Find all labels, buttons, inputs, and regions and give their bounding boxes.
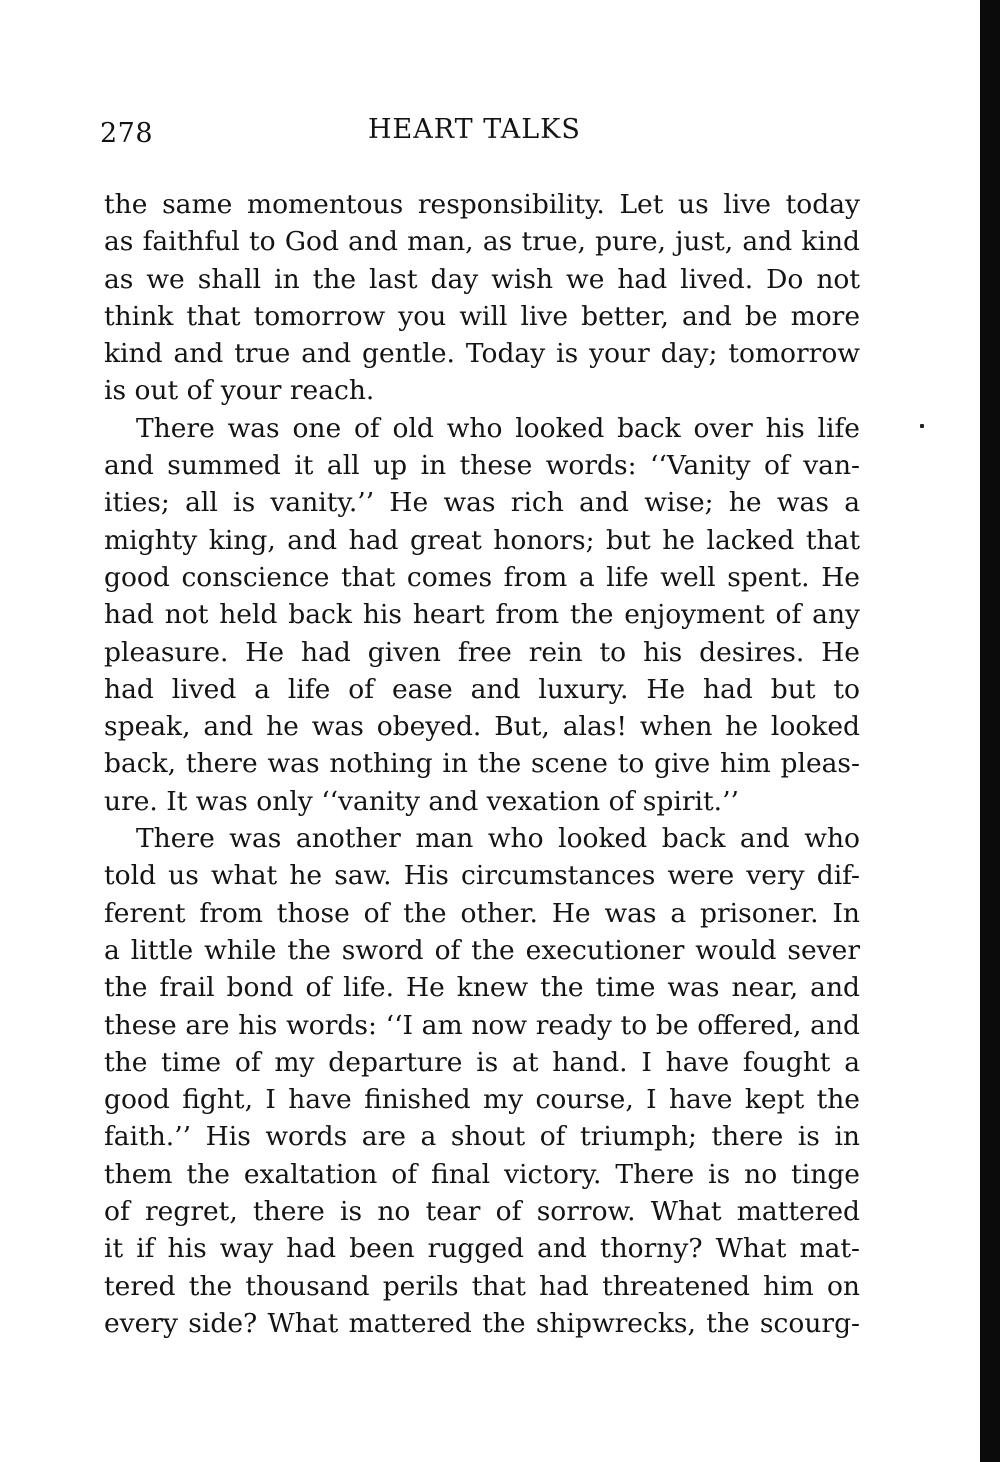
text-line: a little while the sword of the executioner would sever xyxy=(104,934,860,966)
paragraph-1 xyxy=(104,186,860,410)
text-line: the same momentous responsibility. Let us live today xyxy=(104,189,860,220)
text-line: back, there was nothing in the scene to give him pleas- xyxy=(104,748,860,780)
text-line: told us what he saw. His circumstances were very dif- xyxy=(104,860,860,892)
paragraph-3 xyxy=(104,820,860,1342)
text-line: ities; all is vanity.’’ He was rich and wise; he was a xyxy=(104,487,860,519)
text-line: the frail bond of life. He knew the time was near, and xyxy=(104,972,860,1004)
text-line: them the exaltation of final victory. There is no tinge xyxy=(104,1158,860,1190)
text-line: had lived a life of ease and luxury. He had but to xyxy=(104,673,860,705)
scan-speck xyxy=(920,424,924,428)
text-line: pleasure. He had given free rein to his desires. He xyxy=(104,636,860,668)
text-line: these are his words: ‘‘I am now ready to be offered, and xyxy=(104,1009,860,1041)
text-line: think that tomorrow you will live better, and be more xyxy=(104,300,860,332)
text-line: There was another man who looked back and who xyxy=(136,823,860,855)
text-line: the time of my departure is at hand. I have fought a xyxy=(104,1046,860,1078)
text-line: ferent from those of the other. He was a prisoner. In xyxy=(104,897,860,929)
text-line: faith.’’ His words are a shout of triumph; there is in xyxy=(104,1121,860,1153)
text-line: it if his way had been rugged and thorny? What mat- xyxy=(104,1233,860,1265)
text-line: speak, and he was obeyed. But, alas! when he looked xyxy=(104,711,860,743)
text-line: of regret, there is no tear of sorrow. What mattered xyxy=(104,1196,860,1228)
text-line: is out of your reach. xyxy=(104,375,375,407)
page-header xyxy=(100,112,860,152)
paragraph-2 xyxy=(104,410,860,820)
text-line: as we shall in the last day wish we had lived. Do not xyxy=(104,263,860,295)
text-line: There was one of old who looked back over his life xyxy=(136,412,860,444)
text-line: mighty king, and had great honors; but he lacked that xyxy=(104,524,860,556)
text-line: good fight, I have finished my course, I have kept the xyxy=(104,1084,860,1116)
page-edge-shadow xyxy=(980,0,1000,1462)
text-line: as faithful to God and man, as true, pure, just, and kind xyxy=(104,226,860,258)
running-title: HEART TALKS xyxy=(368,114,581,145)
page-number: 278 xyxy=(100,118,154,149)
text-line: every side? What mattered the shipwrecks, the scourg- xyxy=(104,1307,860,1339)
text-line: had not held back his heart from the enjoyment of any xyxy=(104,599,860,631)
body-text xyxy=(104,186,860,1342)
text-line: ure. It was only ‘‘vanity and vexation of spirit.’’ xyxy=(104,785,739,817)
text-line: tered the thousand perils that had threatened him on xyxy=(104,1270,860,1302)
text-line: good conscience that comes from a life well spent. He xyxy=(104,561,860,593)
text-line: kind and true and gentle. Today is your day; tomorrow xyxy=(104,338,860,370)
text-line: and summed it all up in these words: ‘‘Vanity of van- xyxy=(104,450,860,482)
